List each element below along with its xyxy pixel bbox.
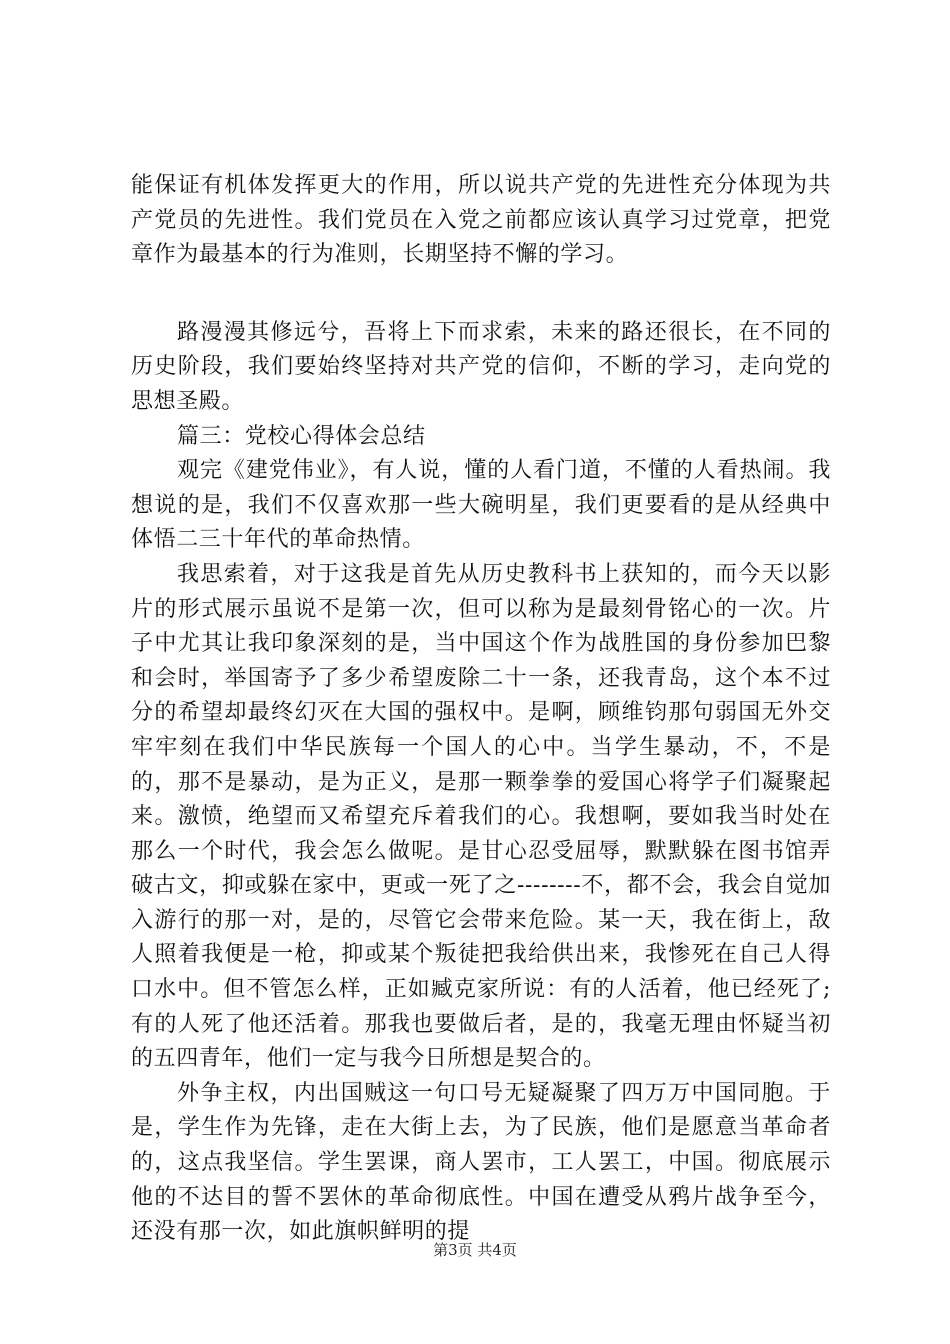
page-footer: 第3页 共4页: [433, 1241, 517, 1259]
paragraph-film: 观完《建党伟业》，有人说，懂的人看门道，不懂的人看热闹。我想说的是，我们不仅喜欢那一些大碗明星，我们更要看的是从经典中体悟二三十年代的革命热情。: [131, 458, 831, 553]
section-heading: 篇三：党校心得体会总结: [177, 423, 426, 449]
paragraph-sovereignty: 外争主权，内出国贼这一句口号无疑凝聚了四万万中国同胞。于是，学生作为先锋，走在大街上去，为了民族，他们是愿意当革命者的，这点我坚信。学生罢课，商人罢市，工人罢工，中国。彻底展示他的不达目的誓不罢休的革命彻底性。中国在遭受从鸦片战争至今，还没有那一次，如此旗帜鲜明的提: [131, 1080, 831, 1245]
document-body: [131, 169, 831, 1250]
paragraph-continuation: 能保证有机体发挥更大的作用，所以说共产党的先进性充分体现为共产党员的先进性。我们党员在入党之前都应该认真学习过党章，把党章作为最基本的行为准则，长期坚持不懈的学习。: [131, 173, 831, 268]
paragraph-reflection: 我思索着，对于这我是首先从历史教科书上获知的，而今天以影片的形式展示虽说不是第一次，但可以称为是最刻骨铭心的一次。片子中尤其让我印象深刻的是，当中国这个作为战胜国的身份参加巴黎和会时，举国寄予了多少希望废除二十一条，还我青岛，这个本不过分的希望却最终幻灭在大国的强权中。是啊，顾维钧那句弱国无外交牢牢刻在我们中华民族每一个国人的心中。当学生暴动，不，不是的，那不是暴动，是为正义，是那一颗拳拳的爱国心将学子们凝聚起来。激愤，绝望而又希望充斥着我们的心。我想啊，要如我当时处在那么一个时代，我会怎么做呢。是甘心忍受屈辱，默默躲在图书馆弄破古文，抑或躲在家中，更或一死了之--------不，都不会，我会自觉加入游行的那一对，是的，尽管它会带来危险。某一天，我在街上，敌人照着我便是一枪，抑或某个叛徒把我给供出来，我惨死在自己人得口水中。但不管怎么样，正如臧克家所说：有的人活着，他已经死了;有的人死了他还活着。那我也要做后者，是的，我毫无理由怀疑当初的五四青年，他们一定与我今日所想是契合的。: [131, 561, 831, 1072]
paragraph-road: 路漫漫其修远兮，吾将上下而求索，未来的路还很长，在不同的历史阶段，我们要始终坚持对共产党的信仰，不断的学习，走向党的思想圣殿。: [131, 319, 831, 414]
